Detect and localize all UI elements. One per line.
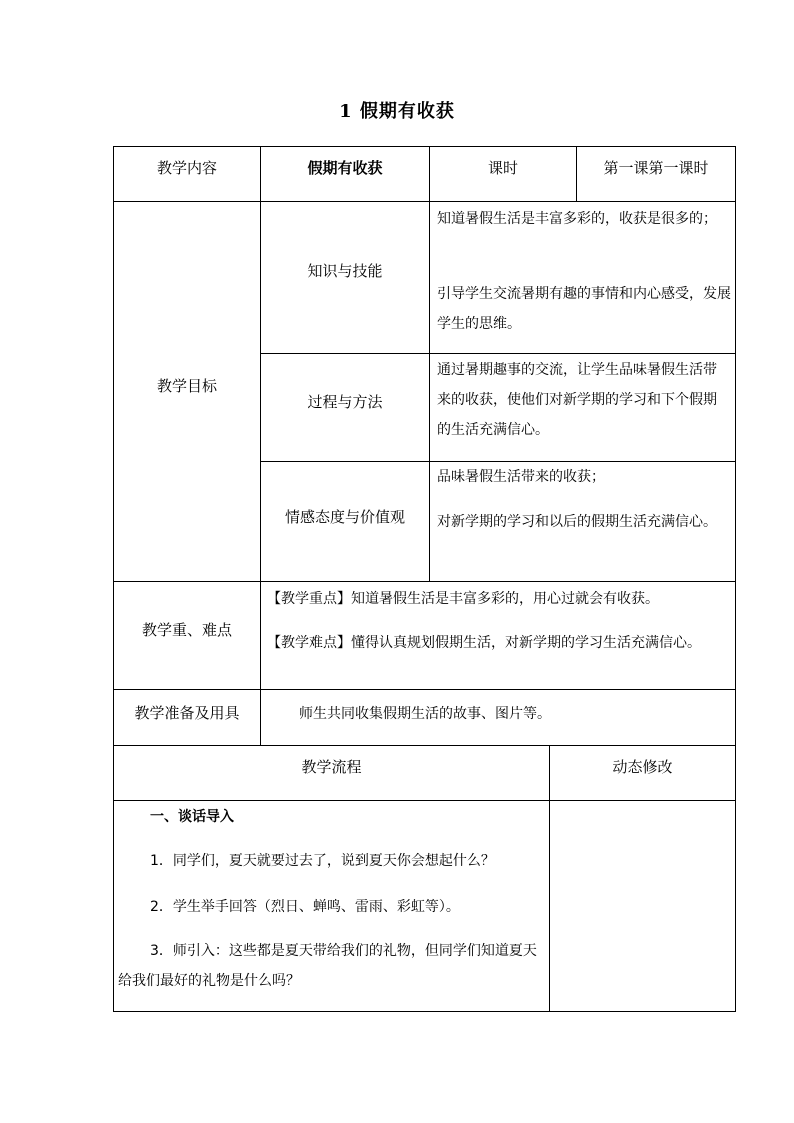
document-title: 1 假期有收获 <box>339 101 455 122</box>
objective-category-process: 过程与方法 <box>307 393 383 411</box>
focus-tag: 【教学重点】 <box>267 591 351 607</box>
process-item-1: 1．同学们，夏天就要过去了，说到夏天你会想起什么？ <box>150 853 495 869</box>
col-divider-process <box>549 745 550 1012</box>
preparation-text: 师生共同收集假期生活的故事、图片等。 <box>299 706 551 722</box>
row-divider-3 <box>113 689 736 690</box>
table-border-bottom <box>113 1011 736 1012</box>
row-divider-5 <box>113 800 736 801</box>
objective-category-attitude: 情感态度与价值观 <box>284 508 405 526</box>
period-value: 第一课第一课时 <box>603 159 709 177</box>
table-border-top <box>113 146 736 147</box>
focus-text: 知道暑假生活是丰富多彩的，用心过就会有收获。 <box>351 591 659 607</box>
objective-category-knowledge: 知识与技能 <box>307 262 383 280</box>
objective-knowledge-line-2: 引导学生交流暑期有趣的事情和内心感受，发展学生的思维。 <box>437 286 731 332</box>
teaching-flow-label: 教学流程 <box>301 758 362 776</box>
row-divider-1 <box>113 201 736 202</box>
key-points-label: 教学重、难点 <box>141 621 232 639</box>
table-border-left <box>113 146 114 1012</box>
difficulty-tag: 【教学难点】 <box>267 635 351 651</box>
objective-knowledge-line-1: 知道暑假生活是丰富多彩的，收获是很多的； <box>437 211 717 227</box>
period-label: 课时 <box>487 159 518 177</box>
row-divider-obj-1 <box>260 353 736 354</box>
process-item-2: 2．学生举手回答（烈日、蝉鸣、雷雨、彩虹等）。 <box>150 899 460 915</box>
objective-process-text: 通过暑期趣事的交流，让学生品味暑假生活带来的收获，使他们对新学期的学习和下个假期的生活充满信心。 <box>437 362 717 438</box>
table-border-right <box>735 146 736 1012</box>
col-divider-1 <box>260 146 261 746</box>
lesson-topic: 假期有收获 <box>307 159 383 177</box>
focus-paragraph <box>267 584 733 614</box>
preparation-label: 教学准备及用具 <box>134 704 240 722</box>
dynamic-revision-label: 动态修改 <box>612 758 673 776</box>
difficulty-paragraph <box>267 628 733 658</box>
section-title-intro: 一、谈话导入 <box>150 809 234 825</box>
row-divider-4 <box>113 745 736 746</box>
objective-attitude-line-2: 对新学期的学习和以后的假期生活充满信心。 <box>437 514 717 530</box>
objectives-label: 教学目标 <box>156 377 217 395</box>
objective-attitude-line-1: 品味暑假生活带来的收获； <box>437 469 605 485</box>
difficulty-text: 懂得认真规划假期生活，对新学期的学习生活充满信心。 <box>351 635 701 651</box>
process-item-3: 3．师引入：这些都是夏天带给我们的礼物，但同学们知道夏天给我们最好的礼物是什么吗？ <box>118 943 537 989</box>
row-divider-2 <box>113 581 736 582</box>
teaching-content-label: 教学内容 <box>156 159 217 177</box>
